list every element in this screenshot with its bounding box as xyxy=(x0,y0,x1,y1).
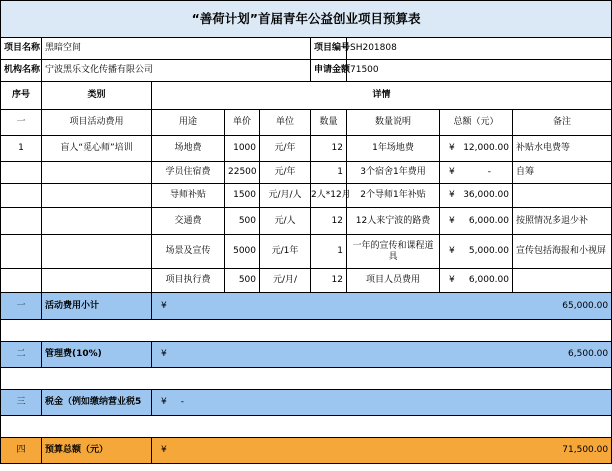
management-value: 6,500.00 xyxy=(568,349,609,360)
total-seq[interactable]: 四 xyxy=(1,438,42,464)
info-row-project xyxy=(1,38,612,60)
row-category[interactable] xyxy=(42,184,152,208)
row-category[interactable]: 盲人“觅心师”培训 xyxy=(42,136,152,162)
row-qty-note[interactable]: 项目人员费用 xyxy=(347,269,440,293)
row-note[interactable]: 自筹 xyxy=(513,162,612,184)
row-note[interactable]: 按照情况多退少补 xyxy=(513,208,612,235)
table-row xyxy=(1,184,612,208)
section1-category[interactable]: 项目活动费用 xyxy=(42,110,152,136)
management-label[interactable]: 管理费(10%) xyxy=(42,342,152,368)
yen-symbol: ¥ xyxy=(161,397,167,408)
yen-symbol: ¥ xyxy=(449,246,455,257)
table-row xyxy=(1,269,612,293)
row-unit[interactable]: 元/人 xyxy=(260,208,311,235)
subtotal-label[interactable]: 活动费用小计 xyxy=(42,293,152,320)
col-use-header[interactable]: 用途 xyxy=(152,110,225,136)
row-seq[interactable] xyxy=(1,162,42,184)
yen-symbol: ¥ xyxy=(449,167,455,178)
detail-header[interactable]: 详情 xyxy=(152,82,612,110)
row-note[interactable] xyxy=(513,269,612,293)
row-price[interactable]: 1000 xyxy=(225,136,260,162)
row-unit[interactable]: 元/1年 xyxy=(260,235,311,269)
col-price-header[interactable]: 单价 xyxy=(225,110,260,136)
row-price[interactable]: 500 xyxy=(225,208,260,235)
row-qty[interactable]: 12 xyxy=(311,208,347,235)
yen-symbol: ¥ xyxy=(161,349,167,360)
row-unit[interactable]: 元/月/ xyxy=(260,269,311,293)
row-qty-note[interactable]: 3个宿舍1年费用 xyxy=(347,162,440,184)
table-row xyxy=(1,208,612,235)
sheet-title[interactable]: “善荷计划”首届青年公益创业项目预算表 xyxy=(1,1,612,38)
row-seq[interactable] xyxy=(1,184,42,208)
row-seq[interactable] xyxy=(1,269,42,293)
row-category[interactable] xyxy=(42,235,152,269)
col-qty-note-header[interactable]: 数量说明 xyxy=(347,110,440,136)
table-row xyxy=(1,136,612,162)
row-category[interactable] xyxy=(42,162,152,184)
row-total[interactable] xyxy=(440,235,513,269)
total-row xyxy=(1,438,612,464)
col-total-header[interactable]: 总额（元） xyxy=(440,110,513,136)
row-total-value: - xyxy=(487,167,491,178)
row-total-value: 6,000.00 xyxy=(468,215,509,226)
row-unit[interactable]: 元/年 xyxy=(260,136,311,162)
row-category[interactable] xyxy=(42,208,152,235)
amount-label[interactable]: 申请金额 xyxy=(311,60,347,82)
subtotal-row xyxy=(1,293,612,320)
total-label[interactable]: 预算总额（元） xyxy=(42,438,152,464)
seq-header[interactable]: 序号 xyxy=(1,82,42,110)
row-category[interactable] xyxy=(42,269,152,293)
row-qty-note[interactable]: 1年场地费 xyxy=(347,136,440,162)
row-price[interactable]: 500 xyxy=(225,269,260,293)
tax-value-cell[interactable] xyxy=(152,390,612,416)
subtotal-value: 65,000.00 xyxy=(562,300,609,311)
yen-symbol: ¥ xyxy=(161,300,167,311)
subtotal-seq[interactable]: 一 xyxy=(1,293,42,320)
row-use[interactable]: 交通费 xyxy=(152,208,225,235)
blank-row xyxy=(1,368,612,390)
blank-cell[interactable] xyxy=(1,320,612,342)
yen-symbol: ¥ xyxy=(449,275,455,286)
col-unit-header[interactable]: 单位 xyxy=(260,110,311,136)
row-use[interactable]: 场景及宣传 xyxy=(152,235,225,269)
info-row-org xyxy=(1,60,612,82)
row-use[interactable]: 学员住宿费 xyxy=(152,162,225,184)
row-total-value: 5,000.00 xyxy=(468,246,509,257)
row-note[interactable]: 宣传包括海报和小视屏 xyxy=(513,235,612,269)
org-name-label[interactable]: 机构名称 xyxy=(1,60,42,82)
row-use[interactable]: 场地费 xyxy=(152,136,225,162)
project-no-value[interactable]: SH201808 xyxy=(347,38,612,60)
row-qty[interactable]: 12 xyxy=(311,269,347,293)
column-header-row xyxy=(1,82,612,110)
row-note[interactable]: 补贴水电费等 xyxy=(513,136,612,162)
project-no-label[interactable]: 项目编号 xyxy=(311,38,347,60)
row-price[interactable]: 5000 xyxy=(225,235,260,269)
org-name-value[interactable]: 宁波黑乐文化传播有限公司 xyxy=(42,60,311,82)
subtotal-value-cell[interactable] xyxy=(152,293,612,320)
row-total[interactable] xyxy=(440,184,513,208)
blank-row xyxy=(1,416,612,438)
row-total-value: 12,000.00 xyxy=(463,143,509,154)
col-qty-header[interactable]: 数量 xyxy=(311,110,347,136)
tax-value: - xyxy=(180,397,184,408)
row-qty[interactable]: 1 xyxy=(311,162,347,184)
row-seq[interactable] xyxy=(1,235,42,269)
category-header[interactable]: 类别 xyxy=(42,82,152,110)
amount-value[interactable]: 71500 xyxy=(347,60,612,82)
section1-header-row xyxy=(1,110,612,136)
tax-seq[interactable]: 三 xyxy=(1,390,42,416)
row-total[interactable] xyxy=(440,136,513,162)
row-qty[interactable]: 1 xyxy=(311,235,347,269)
management-row xyxy=(1,342,612,368)
project-name-label[interactable]: 项目名称 xyxy=(1,38,42,60)
row-qty-note[interactable]: 2个导师1年补贴 xyxy=(347,184,440,208)
row-unit[interactable]: 元/年 xyxy=(260,162,311,184)
blank-row xyxy=(1,320,612,342)
row-total[interactable] xyxy=(440,269,513,293)
row-qty-note[interactable]: 一年的宣传和课程道具 xyxy=(347,235,440,269)
row-price[interactable]: 1500 xyxy=(225,184,260,208)
total-value: 71,500.00 xyxy=(562,445,609,456)
table-row xyxy=(1,235,612,269)
project-name-value[interactable]: 黑暗空间 xyxy=(42,38,311,60)
title-row xyxy=(1,1,612,38)
row-note[interactable] xyxy=(513,184,612,208)
tax-row xyxy=(1,390,612,416)
row-total[interactable] xyxy=(440,162,513,184)
row-price[interactable]: 22500 xyxy=(225,162,260,184)
row-total-value: 36,000.00 xyxy=(463,190,509,201)
tax-label[interactable]: 税金（例如缴纳营业税5 xyxy=(42,390,152,416)
yen-symbol: ¥ xyxy=(449,190,455,201)
total-value-cell[interactable] xyxy=(152,438,612,464)
yen-symbol: ¥ xyxy=(449,143,455,154)
row-use[interactable]: 导师补贴 xyxy=(152,184,225,208)
row-qty[interactable]: 12 xyxy=(311,136,347,162)
row-use[interactable]: 项目执行费 xyxy=(152,269,225,293)
management-seq[interactable]: 二 xyxy=(1,342,42,368)
yen-symbol: ¥ xyxy=(449,215,455,226)
row-seq[interactable]: 1 xyxy=(1,136,42,162)
col-note-header[interactable]: 备注 xyxy=(513,110,612,136)
row-total-value: 6,000.00 xyxy=(468,275,509,286)
row-qty-note[interactable]: 12人来宁波的路费 xyxy=(347,208,440,235)
management-value-cell[interactable] xyxy=(152,342,612,368)
row-total[interactable] xyxy=(440,208,513,235)
table-row xyxy=(1,162,612,184)
section1-seq[interactable]: 一 xyxy=(1,110,42,136)
row-seq[interactable] xyxy=(1,208,42,235)
blank-cell[interactable] xyxy=(1,416,612,438)
blank-cell[interactable] xyxy=(1,368,612,390)
yen-symbol: ¥ xyxy=(161,445,167,456)
row-unit[interactable]: 元/月/人 xyxy=(260,184,311,208)
row-qty[interactable]: 2人*12月 xyxy=(311,184,347,208)
